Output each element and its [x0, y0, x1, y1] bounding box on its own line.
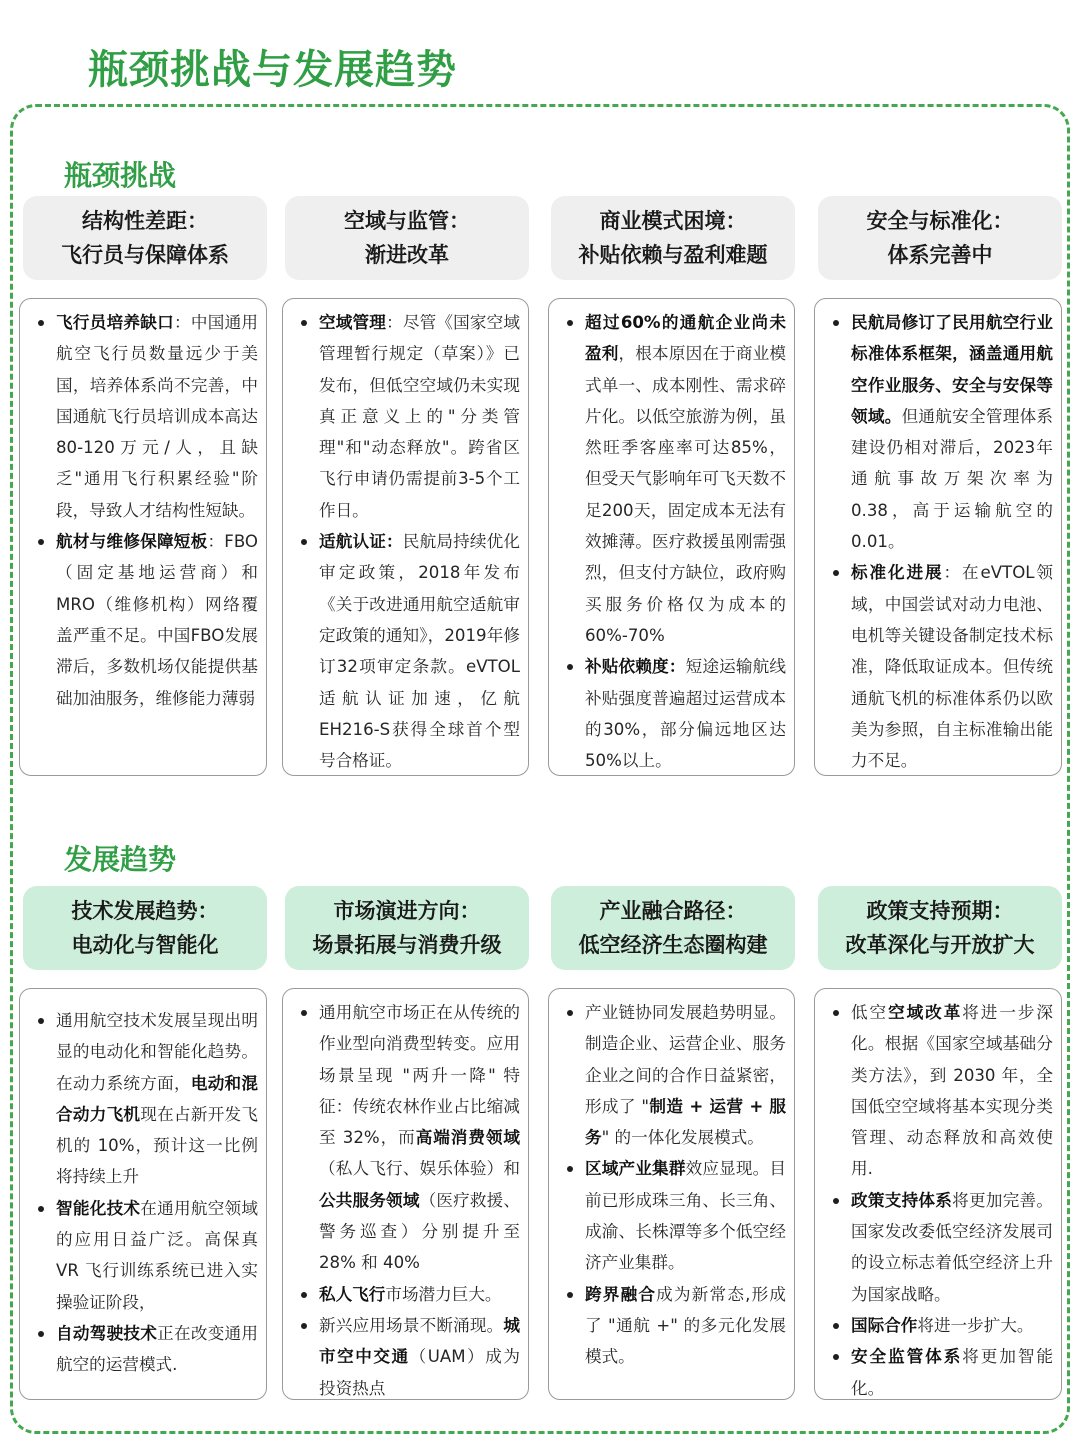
body-text: 效应显现。目前已形成珠三角、长三角、成渝、长株潭等多个低空经济产业集群。	[585, 1159, 787, 1273]
list-item	[34, 1318, 258, 1381]
list-item	[829, 1310, 1053, 1341]
section-title-challenges: 瓶颈挑战	[64, 159, 177, 192]
body-text: 正在改变通用航空的运营模式.	[56, 1323, 259, 1375]
body-text: " 的一体化发展模式。	[601, 1128, 764, 1148]
body-text: 新兴应用场景不断涌现。	[319, 1315, 504, 1335]
list-item	[34, 1193, 258, 1318]
body-text: ：在eVTOL领域，中国尝试对动力电池、电机等关键设备制定技术标准，降低取证成本。但传统通航飞机的标准体系仍以欧美为参照，自主标准输出能力不足。	[851, 563, 1053, 771]
header-line-2: 场景拓展与消费升级	[312, 933, 502, 957]
trend-card-1	[19, 988, 267, 1400]
header-line-1: 空域与监管：	[344, 209, 470, 233]
body-text: 民航局持续优化审定政策，2018年发布《关于改进通用航空适航审定政策的通知》，2019年修订32项审定条款。eVTOL适航认证加速，亿航EH216-S获得全球首个型号合格证。	[319, 532, 521, 771]
body-text: （私人飞行、娱乐体验）和	[319, 1159, 520, 1179]
body-text: ：中国通用航空飞行员数量远少于美国，培养体系尚不完善，中国通航飞行员培训成本高达80-120万元/人，且缺乏"通用飞行积累经验"阶段，导致人才结构性短缺。	[56, 313, 259, 520]
body-text: 短途运输航线补贴强度普遍超过运营成本的30%，部分偏远地区达50%以上。	[585, 657, 787, 771]
bold-text: 制造 + 运营 + 服务	[585, 1096, 786, 1148]
header-line-2: 补贴依赖与盈利难题	[578, 243, 768, 267]
bold-text: 飞行员培养缺口	[56, 313, 174, 332]
challenge-header-2	[285, 196, 529, 280]
bold-text: 适航认证：	[319, 532, 403, 552]
header-line-1: 技术发展趋势：	[71, 899, 219, 923]
bold-text: 航材与维修保障短板	[56, 532, 208, 552]
bold-text: 智能化技术	[56, 1198, 141, 1218]
bold-text: 空域改革	[888, 1003, 963, 1022]
body-text: 通用航空技术发展呈现出明显的电动化和智能化趋势。在动力系统方面，	[56, 1011, 258, 1093]
bold-text: 自动驾驶技术	[56, 1323, 158, 1343]
body-text: 将更加完善。国家发改委低空经济发展司的设立标志着低空经济上升为国家战略。	[851, 1190, 1054, 1304]
bold-text: 公共服务领域	[319, 1190, 420, 1210]
header-line-2: 体系完善中	[887, 243, 993, 267]
bold-text: 跨界融合	[585, 1284, 657, 1304]
trend-header-4	[818, 886, 1062, 970]
body-text: （医疗救援、警务巡查）分别提升至 28% 和 40%	[319, 1190, 521, 1273]
trend-card-2	[282, 988, 529, 1400]
challenge-header-3	[551, 196, 795, 280]
header-line-2: 低空经济生态圈构建	[578, 933, 768, 957]
trend-header-3	[551, 886, 795, 970]
bold-text: 私人飞行	[319, 1284, 386, 1304]
trend-card-4	[814, 988, 1062, 1400]
body-text: 市场潜力巨大。	[385, 1284, 502, 1304]
page-title: 瓶颈挑战与发展趋势	[88, 47, 457, 93]
list-item	[829, 1185, 1053, 1310]
body-text: 产业链协同发展趋势明显。制造企业、运营企业、服务企业之间的合作日益紧密，形成了 "	[585, 1003, 786, 1116]
header-line-2: 飞行员与保障体系	[61, 243, 229, 267]
header-line-1: 市场演进方向：	[333, 899, 481, 923]
body-text: （UAM）成为投资热点	[319, 1347, 520, 1398]
list-item	[297, 1279, 520, 1310]
header-line-2: 渐进改革	[365, 243, 449, 267]
bold-text: 超过60%的通航企业尚未盈利	[585, 313, 786, 364]
body-text: 将进一步扩大。	[917, 1315, 1034, 1335]
list-item	[34, 307, 258, 526]
list-item	[563, 307, 786, 651]
body-text: 现在占新开发飞机的 10%，预计这一比例将持续上升	[56, 1104, 259, 1187]
list-item	[829, 307, 1053, 557]
body-text: ：尽管《国家空域管理暂行规定（草案）》已发布，但低空空域仍未实现真正意义上的"分类管理"和"动态释放"。跨省区飞行申请仍需提前3-5个工作日。	[319, 313, 521, 520]
challenge-header-1	[23, 196, 267, 280]
bold-text: 标准化进展	[851, 563, 944, 583]
section-title-trends: 发展趋势	[64, 843, 177, 876]
bold-text: 安全监管体系	[851, 1347, 963, 1367]
challenge-card-1	[19, 298, 267, 776]
body-text: 成为新常态,形成了 "通航 +" 的多元化发展模式。	[585, 1284, 786, 1367]
bold-text: 电动和混合动力飞机	[56, 1073, 259, 1124]
bold-text: 民航局修订了民用航空行业标准体系框架，涵盖通用航空作业服务、安全与安保等领域。	[851, 313, 1053, 426]
list-item	[297, 997, 520, 1279]
bold-text: 空域管理	[319, 313, 387, 332]
body-text: 在通用航空领域的应用日益广泛。高保真 VR 飞行训练系统已进入实操验证阶段，	[56, 1198, 259, 1312]
challenge-card-4	[814, 298, 1062, 776]
bold-text: 高端消费领域	[415, 1128, 520, 1148]
list-item	[829, 557, 1053, 776]
header-line-1: 产业融合路径：	[599, 899, 747, 923]
body-text: 将更加智能化。	[851, 1347, 1054, 1398]
list-item	[563, 1153, 786, 1278]
list-item	[34, 526, 258, 714]
bold-text: 政策支持体系	[851, 1190, 953, 1210]
list-item	[563, 651, 786, 776]
list-item	[297, 526, 520, 776]
trend-header-2	[285, 886, 529, 970]
header-line-1: 安全与标准化：	[866, 209, 1014, 233]
body-text: 通用航空市场正在从传统的作业型向消费型转变。应用场景呈现 "两升一降" 特征：传统农林作业占比缩减至 32%，而	[319, 1003, 520, 1148]
header-line-2: 电动化与智能化	[71, 933, 219, 957]
list-item	[563, 997, 786, 1153]
body-text: ，根本原因在于商业模式单一、成本刚性、需求碎片化。以低空旅游为例，虽然旺季客座率可达85%，但受天气影响年可飞天数不足200天，固定成本无法有效摊薄。医疗救援虽刚需强烈，但支付方缺位，政府购买服务价格仅为成本的60%-70%	[585, 344, 787, 645]
challenge-card-2	[282, 298, 529, 776]
bold-text: 补贴依赖度：	[585, 657, 686, 677]
list-item	[34, 1005, 258, 1193]
bold-text: 区域产业集群	[585, 1159, 686, 1179]
trend-header-1	[23, 886, 267, 970]
header-line-1: 结构性差距：	[82, 209, 208, 233]
header-line-1: 政策支持预期：	[866, 899, 1014, 923]
challenge-card-3	[548, 298, 795, 776]
list-item	[563, 1279, 786, 1373]
trend-card-3	[548, 988, 795, 1400]
header-line-1: 商业模式困境：	[599, 209, 747, 233]
list-item	[297, 1310, 520, 1404]
body-text: 将进一步深化。根据《国家空域基础分类方法》，到 2030 年，全国低空空域将基本实现分类管理、动态释放和高效使用.	[851, 1003, 1054, 1179]
bold-text: 城市空中交通	[319, 1315, 520, 1367]
list-item	[297, 307, 520, 526]
body-text: 低空	[851, 1003, 889, 1022]
list-item	[829, 997, 1053, 1185]
body-text: ：FBO（固定基地运营商）和MRO（维修机构）网络覆盖严重不足。中国FBO发展滞后，多数机场仅能提供基础加油服务，维修能力薄弱	[56, 532, 258, 708]
body-text: 但通航安全管理体系建设仍相对滞后，2023年通航事故万架次率为0.38，高于运输航空的0.01。	[851, 406, 1054, 552]
list-item	[829, 1341, 1053, 1404]
bold-text: 国际合作	[851, 1315, 918, 1335]
challenge-header-4	[818, 196, 1062, 280]
header-line-2: 改革深化与开放扩大	[845, 933, 1035, 957]
